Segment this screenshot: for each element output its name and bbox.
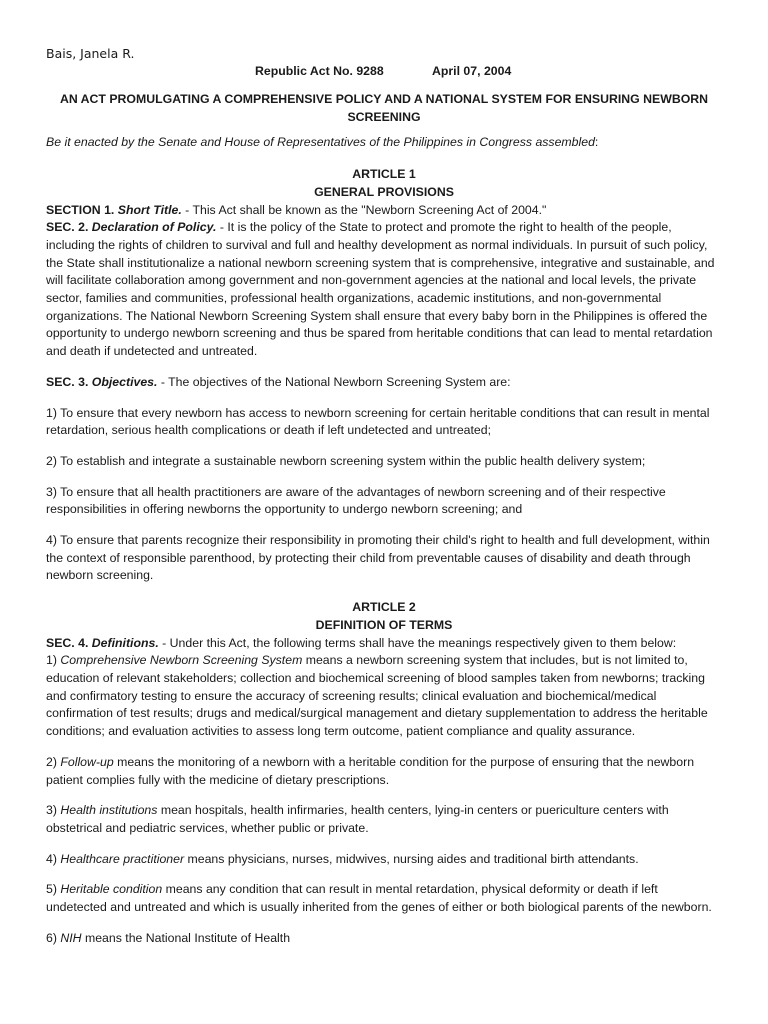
author-name: Bais, Janela R. [46, 46, 135, 61]
definition-term: Healthcare practitioner [60, 851, 185, 866]
definition-item [46, 652, 722, 741]
definition-number: 4) [46, 851, 61, 866]
section-4-label: SEC. 4. [46, 635, 89, 650]
definition-item [46, 930, 722, 948]
section-2 [46, 219, 722, 361]
section-3-label: SEC. 3. [46, 374, 89, 389]
definition-item [46, 851, 722, 869]
definition-text: mean hospitals, health infirmaries, health centers, lying-in centers or puericulture centers with obstetrical and pediatric services, whether public or private. [46, 803, 669, 835]
definition-number: 5) [46, 882, 61, 897]
definition-number: 3) [46, 803, 61, 818]
definition-text: means any condition that can result in mental retardation, physical deformity or death if left undetected and untreated and which is usually inherited from the genes of either or both biological parents of the newborn. [46, 882, 712, 915]
definition-term: NIH [60, 930, 82, 945]
article-1 [46, 166, 722, 585]
section-4-name: Definitions. [91, 635, 159, 650]
act-date: April 07, 2004 [432, 64, 512, 78]
enacting-clause-text: Be it enacted by the Senate and House of Representatives of the Philippines in Congress assembled [46, 135, 595, 150]
section-3-name: Objectives. [91, 374, 158, 389]
article-1-number: ARTICLE 1 [352, 167, 416, 182]
definition-item [46, 802, 722, 837]
act-title: AN ACT PROMULGATING A COMPREHENSIVE POLICY AND A NATIONAL SYSTEM FOR ENSURING NEWBORN SCREENING [59, 92, 709, 124]
definition-term: Comprehensive Newborn Screening System [60, 653, 303, 668]
definition-text: means the monitoring of a newborn with a heritable condition for the purpose of ensuring that the newborn patient complies fully with the medicine of dietary prescriptions. [46, 754, 695, 787]
article-2-heading: DEFINITION OF TERMS [315, 617, 453, 632]
section-4 [46, 635, 722, 653]
definition-item [46, 881, 722, 916]
section-1 [46, 202, 722, 220]
act-heading [46, 63, 722, 81]
section-4-text: - Under this Act, the following terms shall have the meanings respectively given to them below: [158, 635, 677, 650]
definition-term: Follow-up [60, 754, 114, 769]
article-2 [46, 599, 722, 947]
section-3 [46, 374, 722, 392]
enacting-clause-colon: : [594, 135, 599, 150]
article-2-number: ARTICLE 2 [352, 600, 416, 615]
objective-item: 2) To establish and integrate a sustainable newborn screening system within the public health delivery system; [46, 453, 646, 468]
definition-term: Heritable condition [60, 882, 163, 897]
definition-text: means a newborn screening system that includes, but is not limited to, education of relevant stakeholders; collection and biochemical screening of blood samples taken from newborns; tracking and confirmatory testing to ensure the accuracy of screening results; clinical evaluation and biochemical/medical confirmation of test results; drugs and medical/surgical management and dietary supplementation to address the heritable conditions; and evaluation activities to assess long term outcome, patient compliance and quality assurance. [46, 653, 708, 739]
section-1-text: - This Act shall be known as the "Newborn Screening Act of 2004." [181, 202, 547, 217]
section-3-text: - The objectives of the National Newborn Screening System are: [157, 374, 511, 389]
enacting-clause [46, 134, 722, 152]
objective-item: 1) To ensure that every newborn has access to newborn screening for certain heritable conditions that can result in mental retardation, serious health complications or death if left undetected and untreated; [46, 405, 710, 438]
definition-text: means physicians, nurses, midwives, nursing aides and traditional birth attendants. [184, 851, 639, 866]
definition-number: 1) [46, 653, 61, 668]
definition-text: means the National Institute of Health [81, 930, 291, 945]
definition-item [46, 754, 722, 789]
definition-term: Health institutions [60, 803, 158, 818]
section-2-name: Declaration of Policy. [91, 220, 217, 235]
objective-item: 4) To ensure that parents recognize their responsibility in promoting their child's right to health and full development, within the context of responsible parenthood, by protecting their child from preventable causes of disability and death through newborn screening. [46, 533, 710, 583]
section-1-name: Short Title. [117, 202, 182, 217]
article-1-heading: GENERAL PROVISIONS [314, 184, 454, 199]
section-1-label: SECTION 1. [46, 202, 115, 217]
definition-number: 6) [46, 930, 61, 945]
section-2-label: SEC. 2. [46, 220, 89, 235]
definition-number: 2) [46, 754, 61, 769]
section-2-text: - It is the policy of the State to protect and promote the right to health of the people, including the rights of children to survival and full and healthy development as normal individuals. In pursuit of such policy, the State shall institutionalize a national newborn screening system that is comprehensive, integrative and sustainable, and will facilitate collaboration among government and non-government agencies at the national and local levels, the private sector, families and communities, professional health organizations, academic institutions, and non-governmental organizations. The National Newborn Screening System shall ensure that every baby born in the Philippines is offered the opportunity to undergo newborn screening and thus be spared from heritable conditions that can lead to mental retardation and death if undetected and untreated. [46, 220, 715, 359]
objective-item: 3) To ensure that all health practitioners are aware of the advantages of newborn screening and of their respective responsibilities in offering newborns the opportunity to undergo newborn screening; and [46, 484, 666, 517]
act-number: Republic Act No. 9288 [255, 64, 384, 78]
